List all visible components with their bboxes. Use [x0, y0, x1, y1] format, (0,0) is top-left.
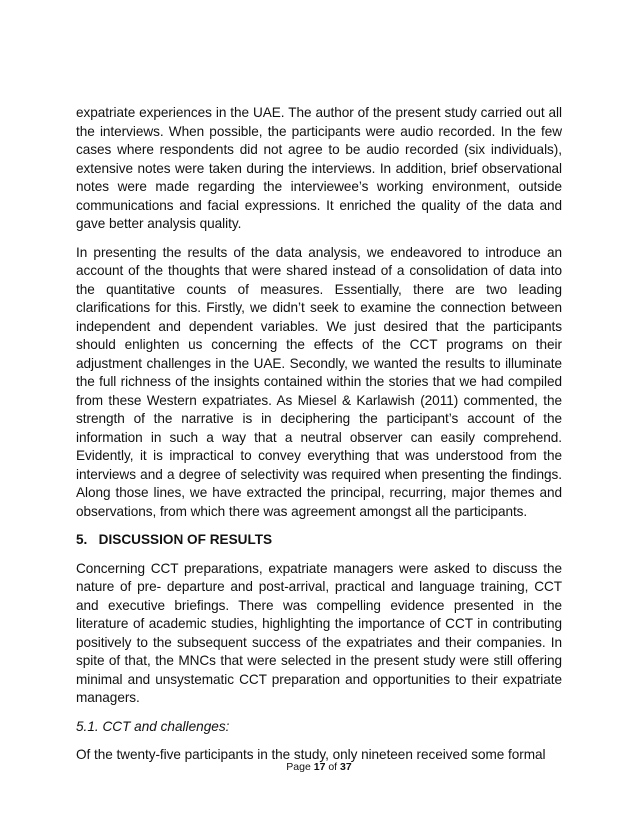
page-number: 17	[313, 761, 326, 773]
body-paragraph: In presenting the results of the data analysis, we endeavored to introduce an account of the thoughts that were shared instead of a consolidation of data into the quantitative counts of measures. Essentially, there are two leading clarifications for this. Firstly, we didn’t seek to examine the connection between independent and dependent variables. We just desired that the participants should enlighten us concerning the effects of the CCT programs on their adjustment challenges in the UAE. Secondly, we wanted the results to illuminate the full richness of the insights contained within the stories that we had compiled from these Western expatriates. As Miesel & Karlawish (2011) commented, the strength of the narrative is in deciphering the participant’s account of the information in such a way that a neutral observer can easily comprehend. Evidently, it is impractical to convey everything that was understood from the interviews and a degree of selectivity was required when presenting the findings. Along those lines, we have extracted the principal, recurring, major themes and observations, from which there was agreement amongst all the participants.	[76, 244, 562, 519]
total-pages: 37	[340, 761, 352, 773]
section-heading: 5. DISCUSSION OF RESULTS	[76, 532, 273, 547]
of-label: of	[328, 761, 338, 773]
body-paragraph: Concerning CCT preparations, expatriate managers were asked to discuss the nature of pre- departure and post-arrival, practical and language training, CCT and executive briefings. There was compelling evidence presented in the literature of academic studies, highlighting the importance of CCT in contributing positively to the subsequent success of the expatriates and their companies. In spite of that, the MNCs that were selected in the present study were still offering minimal and unsystematic CCT preparation and opportunities to their expatriate managers.	[76, 560, 562, 705]
body-paragraph: Of the twenty-five participants in the study, only nineteen received some formal	[76, 747, 546, 762]
body-paragraph: expatriate experiences in the UAE. The author of the present study carried out all the interviews. When possible, the participants were audio recorded. In the few cases where respondents did not agree to be audio recorded (six individuals), extensive notes were taken during the interviews. In addition, brief observational notes were made regarding the interviewee’s working environment, outside communications and facial expressions. It enriched the quality of the data and gave better analysis quality.	[76, 105, 562, 231]
subsection-heading: 5.1. CCT and challenges:	[76, 718, 230, 734]
page-label: Page	[286, 761, 311, 773]
page-footer	[0, 761, 638, 773]
